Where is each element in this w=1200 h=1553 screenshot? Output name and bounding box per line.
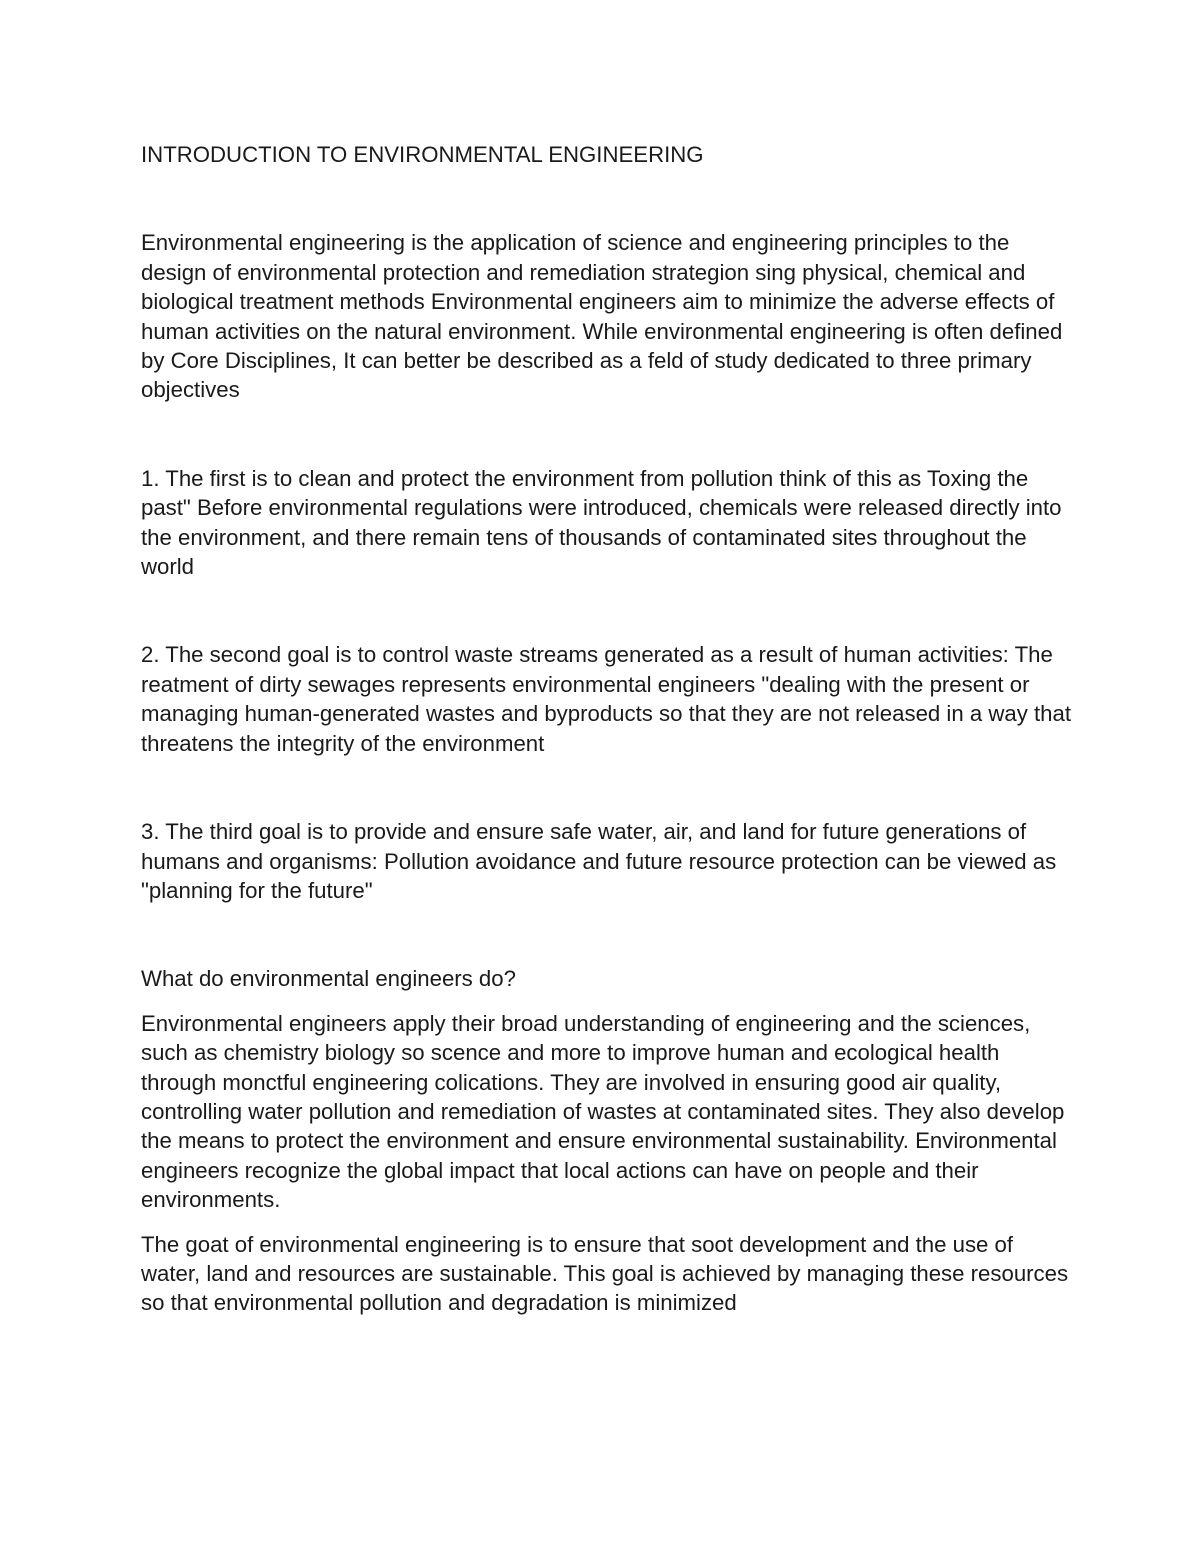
document-title: INTRODUCTION TO ENVIRONMENTAL ENGINEERING xyxy=(141,142,704,167)
answer-paragraph-1: Environmental engineers apply their broad understanding of engineering and the sciences, such as chemistry biology so scence and more to improve human and ecological health through monctful engineering colications. They are involved in ensuring good air quality, controlling water pollution and remediation of wastes at contaminated sites. They also develop the means to protect the environment and ensure environmental sustainability. Environmental engineers recognize the global impact that local actions can have on people and their environments. xyxy=(141,1010,1065,1213)
objective-2: 2. The second goal is to control waste streams generated as a result of human activities: The reatment of dirty sewages represents environmental engineers "dealing with the present or managing human-generated wastes and byproducts so that they are not released in a way that threatens the integrity of the environment xyxy=(141,642,1071,756)
objective-1: 1. The first is to clean and protect the environment from pollution think of this as Toxing the past" Before environmental regulations were introduced, chemicals were released directly into the environment, and there remain tens of thousands of contaminated sites throughout the world xyxy=(141,465,1062,580)
intro-paragraph: Environmental engineering is the application of science and engineering principles to the design of environmental protection and remediation strategion sing physical, chemical and biological treatment methods Environmental engineers aim to minimize the adverse effects of human activities on the natural environment. While environmental engineering is often defined by Core Disciplines, It can better be described as a feld of study dedicated to three primary objectives xyxy=(141,230,1063,403)
answer-paragraph-2: The goat of environmental engineering is to ensure that soot development and the use of water, land and resources are sustainable. This goal is achieved by managing these resources so that environmental pollution and degradation is minimized xyxy=(141,1231,1069,1316)
document-body xyxy=(141,140,1071,1318)
section-heading-question: What do environmental engineers do? xyxy=(141,966,516,992)
objective-3: 3. The third goal is to provide and ensure safe water, air, and land for future generations of humans and organisms: Pollution avoidance and future resource protection can be viewed as "planning for the future" xyxy=(141,819,1057,903)
